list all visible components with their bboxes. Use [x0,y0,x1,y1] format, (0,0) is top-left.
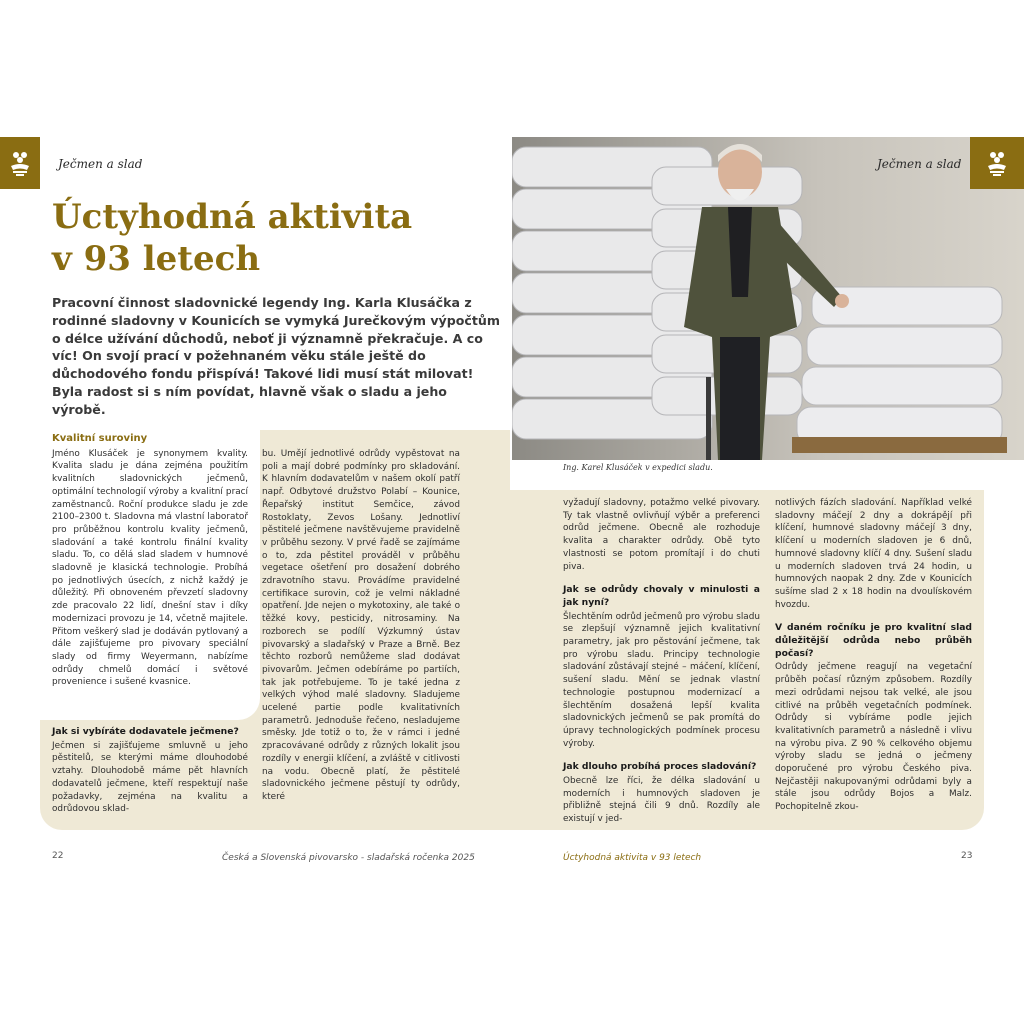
paragraph: Ječmen si zajišťujeme smluvně u jeho pěstitelů, se kterými máme dlouhodobé vztahy. Dlouhodobě máme pět hlavních dodavatelů ječmene, kteří respektují naše požadavky, zejména na kvalitu a odrůdovou sklad- [52,740,248,815]
paragraph: notlivých fázích sladování. Například velké sladovny máčejí 2 dny a dokrápějí při klíčení, humnové sladovny máčejí 3 dny, klíčení u moderních sladoven je 6 dnů, humnové sladovny klíčí 4 dny. Sušení sladu u moderních sladoven trvá 24 hodin, u humnových naopak 2 dny. Zde v Kounicích sušíme slad 2 x 18 hodin na dvoulískovém hvozdu. [775,498,972,610]
column-1-lower [52,726,248,816]
paragraph: Šlechtěním odrůd ječmenů pro výrobu sladu se zlepšují významně jejich kvalitativní parametry, jak pro pěstování ječmene, tak pro výrobu sladu. Principy technologie sladování zůstávají stejné – máčení, klíčení, sušení sladu. Mění se jednak vlastní technologie postupnou modernizací a šlechtěním dosažená lepší kvalita sladovnických ječmenů se pak promítá do úpravy technologických podmínek procesu výroby. [563,611,760,749]
column-3 [563,497,760,826]
page-number-right: 23 [961,851,973,861]
paragraph: vyžadují sladovny, potažmo velké pivovary. Ty tak vlastně ovlivňují výběr a preferenci odrůd ječmene. Obecně ale rozhoduje kvalita a charakter odrůdy. Obě tyto vlastnosti se potom promítají i do chuti piva. [563,498,760,572]
wheat-hops-emblem-icon [7,148,33,178]
column-2 [262,448,460,804]
subheading-kvalitni-suroviny: Kvalitní suroviny [52,433,148,444]
emblem-tab-left [0,137,40,189]
section-label-left: Ječmen a slad [58,157,143,171]
emblem-tab-right [970,137,1024,189]
paragraph: bu. Umějí jednotlivé odrůdy vypěstovat na poli a mají dobré podmínky pro skladování. K hlavním dodavatelům v našem okolí patří např. Odbytové družstvo Polabí – Kounice, Řepařský institut Semčice, závod Rostoklaty, Zevos Lošany. Jednotliví pěstitelé ječmene navštěvujeme pravidelně v průběhu sezony. V prvé řadě se zajímáme o to, zda pěstitel prováděl v průběhu vegetace ošetření pro dosažení dobrého zdravotního stavu. Provádíme pravidelné certifikace surovin, což je velmi nákladné opatření. Jde nejen o mykotoxiny, ale také o těžké kovy, pesticidy, nitrosaminy. Na rozborech se podílí Výzkumný ústav pivovarský a sladařský v Praze a Brně. Bez těchto rozborů nemůžeme slad dodávat pivovarům. Ječmen odebíráme po partiích, tak jak potřebujeme. To je také jedna z velkých výhod malé sladovny. Sladujeme ucelené partie podle kvalitativních parametrů. Jednoduše řečeno, nesladujeme směsky. Jde totiž o to, že v rámci i jedné zpracovávané odrůdy z různých lokalit jsou rozdíly v energii klíčení, a zvláště v citlivosti na vodu. Obecně platí, že pěstitelé sladovnického ječmene pěstují ty odrůdy, které [262,449,460,802]
page-number-left: 22 [52,851,64,861]
question-heading: Jak dlouho probíhá proces sladování? [563,761,757,773]
publication-name: Česká a Slovenská pivovarsko - sladařská ročenka 2025 [222,853,475,863]
column-4 [775,497,972,814]
paragraph: Odrůdy ječmene reagují na vegetační průběh počasí různým způsobem. Rozdíly mezi odrůdami nejsou tak velké, ale jsou citlivé na průběh vegetačních podmínek. Odrůdy si vybíráme podle jejich kvalitativních parametrů a následně i vlivu na výrobu piva. Z 90 % celkového objemu výroby sladu se jedná o ječmeny doporučené pro výrobu Českého piva. Nejčastěji nakupovanými odrůdami byly a stále jsou odrůdy Bojos a Malz. Pochopitelně zkou- [775,662,972,813]
paragraph: Obecně lze říci, že délka sladování u moderních i humnových sladoven je přibližně stejná čili 9 dnů. Rozdíly ale existují v jed- [563,776,760,825]
photo-caption: Ing. Karel Klusáček v expedici sladu. [563,463,713,472]
question-heading: V daném ročníku je pro kvalitní slad důležitější odrůda nebo průběh počasí? [775,622,972,659]
section-label-right: Ječmen a slad [877,157,962,171]
photo-karel-klusacek [512,137,1024,460]
column-1-upper [52,433,248,689]
article-title-line1: Úctyhodná aktivita [52,197,413,237]
paragraph: Jméno Klusáček je synonymem kvality. Kvalita sladu je dána zejména použitím kvalitních sladovnických ječmenů, optimální technologií výroby a kvalitní prací zaměstnanců. Roční produkce sladu je zde 2100–2300 t. Sladovna má vlastní laboratoř pro průběžnou kontrolu kvality ječmenů, sladování a také kontrolu finální kvality sladu. To, co dělá slad sladem v humnové sladovně je klasická technologie. Probíhá po jednotlivých úsecích, z nichž každý je důležitý. Při obnoveném převzetí sladovny zde pracovalo 22 lidí, dnešní stav i díky modernizaci provozu je 14, včetně majitele. Přitom veškerý slad je dodáván pytlovaný a dále zajišťujeme pro pivovary speciální slady od firmy Weyermann, nabízíme odrůdy chmelů domácí i světové provenience i sušené kvasnice. [52,448,248,688]
article-lead: Pracovní činnost sladovnické legendy Ing. Karla Klusáčka z rodinné sladovny v Kounicích se vymyká Jurečkovým výpočtům o délce užívání důchodů, neboť ji významně překračuje. A co víc! On svojí prací v požehnaném věku stále ještě do důchodového fondu přispívá! Takové lidi musí stát milovat! Byla radost si s ním povídat, hlavně však o sladu a jeho výrobě. [52,295,501,417]
footer-article-title: Úctyhodná aktivita v 93 letech [563,853,702,863]
expedition-scene-illustration [512,137,1024,460]
wheat-hops-emblem-icon [983,148,1011,178]
article-title-line2: v 93 letech [52,239,261,279]
question-heading: Jak si vybíráte dodavatele ječmene? [52,726,239,737]
question-heading: Jak se odrůdy chovaly v minulosti a jak nyní? [563,584,760,608]
